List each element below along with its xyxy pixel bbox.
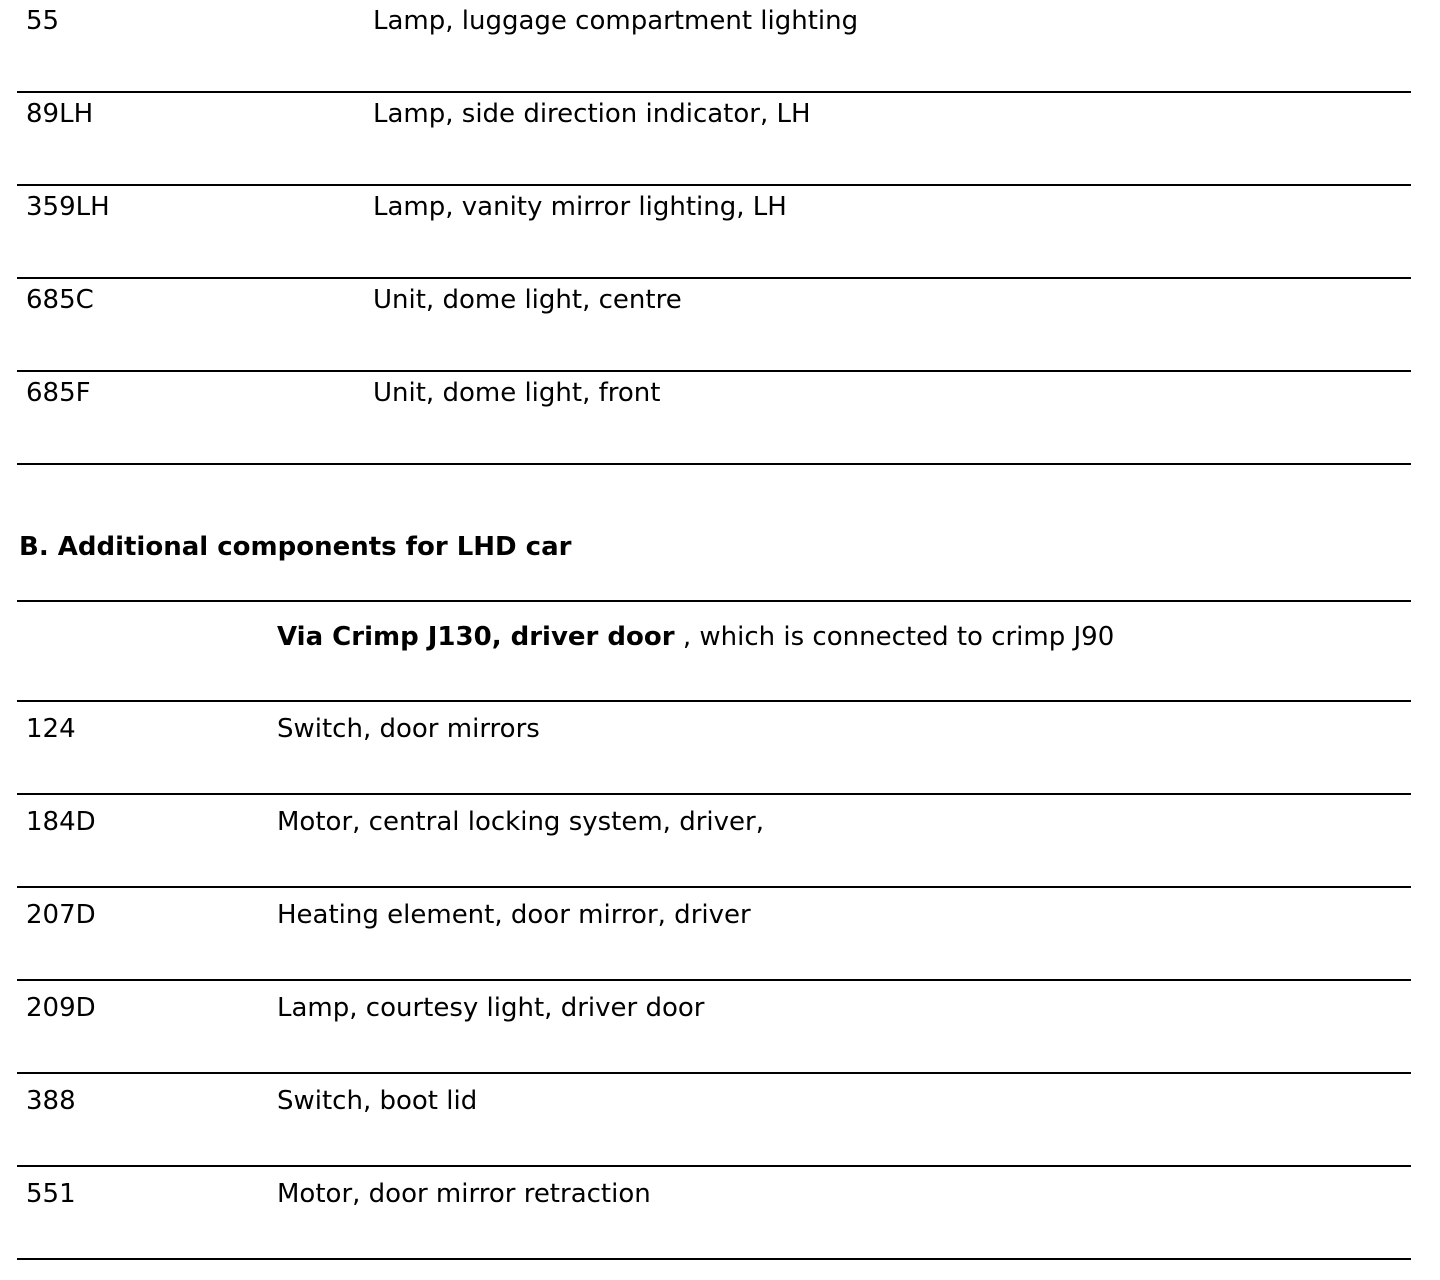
component-code: 207D xyxy=(26,900,96,930)
component-code: 685F xyxy=(26,378,91,408)
component-description: Motor, central locking system, driver, xyxy=(277,807,764,837)
table-row xyxy=(17,1167,1411,1260)
table-row xyxy=(17,186,1411,279)
component-description: Motor, door mirror retraction xyxy=(277,1179,651,1209)
components-table-b xyxy=(17,600,1411,1260)
table-row xyxy=(17,702,1411,795)
component-code: 359LH xyxy=(26,192,110,222)
crimp-name: Via Crimp J130, driver door xyxy=(277,622,675,652)
components-table-a xyxy=(17,0,1411,465)
table-row xyxy=(17,279,1411,372)
component-code: 124 xyxy=(26,714,76,744)
table-row xyxy=(17,795,1411,888)
crimp-header-row xyxy=(17,602,1411,702)
component-code: 89LH xyxy=(26,99,94,129)
component-code: 685C xyxy=(26,285,94,315)
crimp-connection-note: , which is connected to crimp J90 xyxy=(674,622,1115,652)
table-row xyxy=(17,93,1411,186)
table-row xyxy=(17,1074,1411,1167)
component-description: Lamp, side direction indicator, LH xyxy=(373,99,811,129)
component-code: 184D xyxy=(26,807,96,837)
component-description: Switch, door mirrors xyxy=(277,714,540,744)
table-row xyxy=(17,888,1411,981)
component-description: Lamp, luggage compartment lighting xyxy=(373,6,859,36)
component-description: Unit, dome light, centre xyxy=(373,285,682,315)
component-description: Heating element, door mirror, driver xyxy=(277,900,751,930)
section-b-heading: B. Additional components for LHD car xyxy=(19,532,572,562)
component-description: Lamp, vanity mirror lighting, LH xyxy=(373,192,787,222)
table-row xyxy=(17,372,1411,465)
component-description: Lamp, courtesy light, driver door xyxy=(277,993,705,1023)
component-code: 388 xyxy=(26,1086,76,1116)
component-description: Unit, dome light, front xyxy=(373,378,661,408)
component-code: 209D xyxy=(26,993,96,1023)
component-description: Switch, boot lid xyxy=(277,1086,478,1116)
component-code: 551 xyxy=(26,1179,76,1209)
table-row xyxy=(17,0,1411,93)
table-row xyxy=(17,981,1411,1074)
crimp-via-text xyxy=(277,620,1114,654)
component-code: 55 xyxy=(26,6,60,36)
